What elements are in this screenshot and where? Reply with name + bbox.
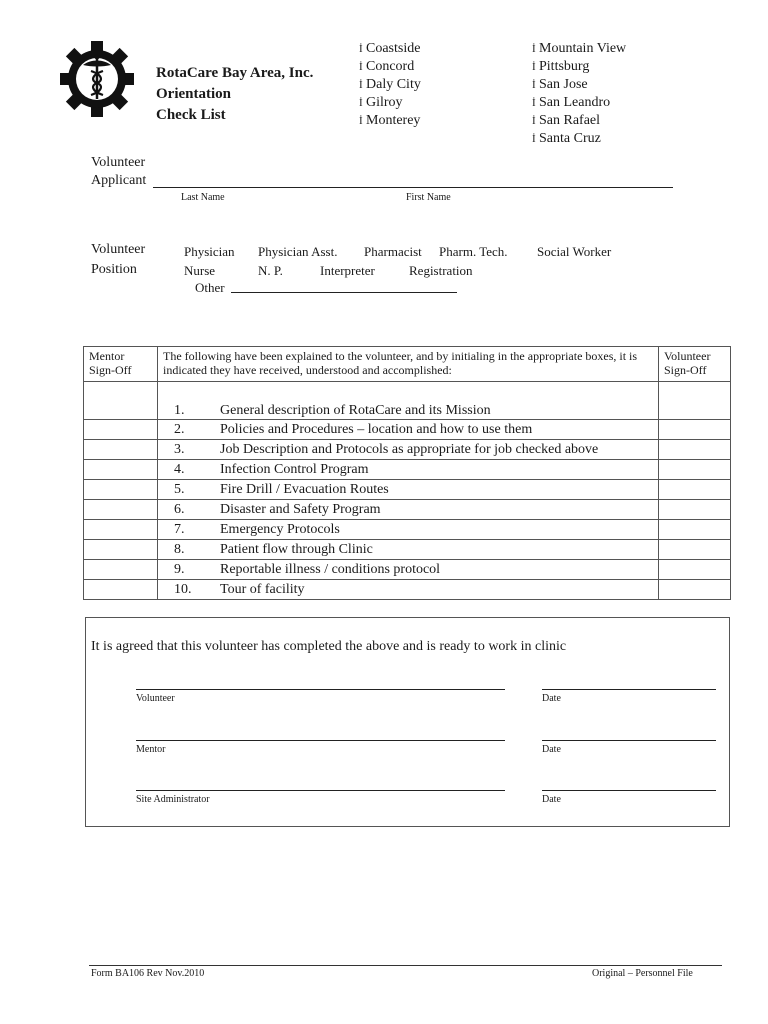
checklist-header-row: [84, 347, 731, 382]
position-option-interpreter[interactable]: Interpreter: [320, 263, 375, 278]
location-option[interactable]: İ Concord: [359, 59, 415, 74]
position-option-pharm-tech[interactable]: Pharm. Tech.: [439, 244, 508, 259]
item-number: 8.: [174, 541, 185, 557]
item-number: 10.: [174, 581, 192, 597]
checkbox-icon[interactable]: İ: [359, 61, 363, 73]
mentor-initial-cell[interactable]: [84, 580, 158, 600]
volunteer-initial-cell[interactable]: [659, 440, 731, 460]
volunteer-initial-cell[interactable]: [659, 460, 731, 480]
checkbox-icon[interactable]: İ: [532, 133, 536, 145]
first-name-caption: First Name: [406, 192, 451, 203]
orientation-checklist-table: [83, 346, 731, 600]
item-text: Tour of facility: [220, 581, 305, 597]
position-label-line2: Position: [91, 262, 137, 277]
mentor-date-line[interactable]: [542, 740, 716, 741]
checkbox-icon[interactable]: İ: [532, 61, 536, 73]
applicant-name-field[interactable]: [153, 187, 673, 188]
agreement-statement: It is agreed that this volunteer has completed the above and is ready to work in clinic: [91, 639, 567, 654]
volunteer-signature-line[interactable]: [136, 689, 505, 690]
position-label-line1: Volunteer: [91, 242, 146, 257]
mentor-initial-cell[interactable]: [84, 460, 158, 480]
location-option[interactable]: İ Pittsburg: [532, 59, 590, 74]
item-number: 4.: [174, 461, 185, 477]
checkbox-icon[interactable]: İ: [532, 115, 536, 127]
checkbox-icon[interactable]: İ: [532, 43, 536, 55]
location-option[interactable]: İ San Rafael: [532, 113, 601, 128]
checkbox-icon[interactable]: İ: [532, 97, 536, 109]
checklist-row: [84, 382, 731, 420]
site-admin-signature-line[interactable]: [136, 790, 505, 791]
checklist-row: [84, 580, 731, 600]
mentor-initial-cell[interactable]: [84, 540, 158, 560]
checklist-row: [84, 560, 731, 580]
last-name-caption: Last Name: [181, 192, 225, 203]
checklist-row: [84, 540, 731, 560]
item-number: 1.: [174, 403, 185, 418]
mentor-initial-cell[interactable]: [84, 520, 158, 540]
site-admin-date-line[interactable]: [542, 790, 716, 791]
position-other-label: Other: [195, 280, 225, 295]
item-text: Policies and Procedures – location and how to use them: [220, 421, 533, 437]
item-text: Job Description and Protocols as appropriate for job checked above: [220, 441, 599, 457]
mentor-initial-cell[interactable]: [84, 480, 158, 500]
position-option-registration[interactable]: Registration: [409, 263, 473, 278]
mentor-initial-cell[interactable]: [84, 440, 158, 460]
location-option[interactable]: İ Santa Cruz: [532, 131, 601, 146]
mentor-initial-cell[interactable]: [84, 560, 158, 580]
footer-form-id: Form BA106 Rev Nov.2010: [91, 968, 205, 979]
location-option[interactable]: İ San Jose: [532, 77, 588, 92]
item-number: 3.: [174, 441, 185, 457]
mentor-signature-caption: Mentor: [136, 744, 166, 755]
item-text: General description of RotaCare and its Mission: [220, 403, 491, 418]
instructions-header: The following have been explained to the volunteer, and by initialing in the appropriate boxes, it is indicated they have received, understood and accomplished:: [158, 347, 659, 382]
position-option-physician[interactable]: Physician: [184, 244, 235, 259]
volunteer-initial-cell[interactable]: [659, 420, 731, 440]
volunteer-date-line[interactable]: [542, 689, 716, 690]
volunteer-initial-cell[interactable]: [659, 480, 731, 500]
mentor-initial-cell[interactable]: [84, 382, 158, 420]
volunteer-initial-cell[interactable]: [659, 540, 731, 560]
item-text: Emergency Protocols: [220, 521, 340, 537]
checkbox-icon[interactable]: İ: [359, 115, 363, 127]
checkbox-icon[interactable]: İ: [359, 79, 363, 91]
item-text: Reportable illness / conditions protocol: [220, 561, 441, 577]
volunteer-initial-cell[interactable]: [659, 500, 731, 520]
volunteer-initial-cell[interactable]: [659, 580, 731, 600]
location-option[interactable]: İ Mountain View: [532, 41, 627, 56]
applicant-label-line1: Volunteer: [91, 155, 146, 170]
checklist-row: [84, 520, 731, 540]
position-other-field[interactable]: [231, 292, 457, 293]
location-option[interactable]: İ Gilroy: [359, 95, 403, 110]
volunteer-initial-cell[interactable]: [659, 520, 731, 540]
volunteer-initial-cell[interactable]: [659, 382, 731, 420]
location-option[interactable]: İ Daly City: [359, 77, 421, 92]
checklist-row: [84, 420, 731, 440]
item-text: Infection Control Program: [220, 461, 369, 477]
position-option-nurse[interactable]: Nurse: [184, 263, 216, 278]
footer-copy-note: Original – Personnel File: [592, 968, 693, 979]
mentor-signoff-header: Mentor Sign-Off: [84, 347, 158, 382]
volunteer-signature-caption: Volunteer: [136, 693, 175, 704]
locations-left: [359, 40, 421, 130]
volunteer-signoff-header: Volunteer Sign-Off: [659, 347, 731, 382]
item-number: 5.: [174, 481, 185, 497]
checklist-row: [84, 460, 731, 480]
position-option-pharmacist[interactable]: Pharmacist: [364, 244, 422, 259]
form-title-line2: Check List: [156, 107, 226, 123]
position-option-np[interactable]: N. P.: [258, 263, 283, 278]
applicant-label-line2: Applicant: [91, 173, 147, 188]
checklist-row: [84, 440, 731, 460]
mentor-initial-cell[interactable]: [84, 420, 158, 440]
item-text: Patient flow through Clinic: [220, 541, 373, 557]
site-admin-signature-caption: Site Administrator: [136, 794, 210, 805]
item-text: Fire Drill / Evacuation Routes: [220, 481, 389, 497]
location-option[interactable]: İ Monterey: [359, 113, 421, 128]
volunteer-initial-cell[interactable]: [659, 560, 731, 580]
location-option[interactable]: İ Coastside: [359, 41, 421, 56]
mentor-date-caption: Date: [542, 744, 561, 755]
item-number: 6.: [174, 501, 185, 517]
form-title-line1: Orientation: [156, 86, 231, 102]
item-number: 9.: [174, 561, 185, 577]
rotacare-logo-icon: [60, 38, 134, 120]
volunteer-date-caption: Date: [542, 693, 561, 704]
item-number: 7.: [174, 521, 185, 537]
checkbox-icon[interactable]: İ: [359, 97, 363, 109]
item-text: Disaster and Safety Program: [220, 501, 381, 517]
position-option-social-worker[interactable]: Social Worker: [537, 244, 612, 259]
location-option[interactable]: İ San Leandro: [532, 95, 611, 110]
item-number: 2.: [174, 421, 185, 437]
checkbox-icon[interactable]: İ: [359, 43, 363, 55]
position-option-physician-asst[interactable]: Physician Asst.: [258, 244, 338, 259]
mentor-signature-line[interactable]: [136, 740, 505, 741]
checkbox-icon[interactable]: İ: [532, 79, 536, 91]
site-admin-date-caption: Date: [542, 794, 561, 805]
checklist-row: [84, 480, 731, 500]
footer-rule: [89, 965, 722, 966]
mentor-initial-cell[interactable]: [84, 500, 158, 520]
agreement-box: [85, 617, 730, 827]
org-name: RotaCare Bay Area, Inc.: [156, 65, 314, 81]
locations-right: [532, 40, 626, 148]
checklist-row: [84, 500, 731, 520]
